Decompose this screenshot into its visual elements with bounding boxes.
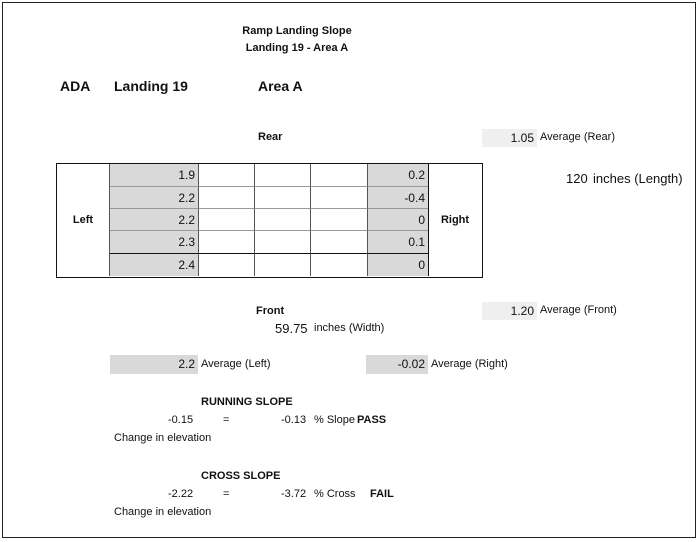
- cross-slope-change[interactable]: -2.22: [168, 488, 194, 500]
- grid-cell-blank[interactable]: [199, 209, 255, 231]
- running-slope-label: % Slope: [314, 414, 355, 426]
- rear-label: Rear: [258, 131, 283, 143]
- cross-slope-result: FAIL: [370, 488, 394, 500]
- running-slope-equals: =: [223, 414, 230, 426]
- front-average-value[interactable]: 1.20: [482, 302, 537, 320]
- landing-grid: [56, 163, 483, 278]
- left-average-label: Average (Left): [201, 358, 271, 370]
- ada-label: ADA: [60, 78, 91, 94]
- length-label: inches (Length): [593, 171, 683, 186]
- length-value[interactable]: 120: [566, 171, 588, 186]
- grid-cell-blank[interactable]: [255, 209, 311, 231]
- grid-cell-left-4[interactable]: 2.3: [110, 231, 199, 254]
- landing-label: Landing 19: [114, 78, 188, 94]
- right-side-label: Right: [428, 164, 481, 276]
- area-label: Area A: [258, 78, 303, 94]
- cross-slope-equals: =: [223, 488, 230, 500]
- grid-cell-left-1[interactable]: 1.9: [110, 164, 199, 187]
- running-slope-percent[interactable]: -0.13: [281, 414, 307, 426]
- cross-slope-heading: CROSS SLOPE: [201, 470, 281, 482]
- grid-cell-right-1[interactable]: 0.2: [368, 164, 428, 187]
- running-slope-caption: Change in elevation: [114, 432, 212, 444]
- width-value[interactable]: 59.75: [275, 321, 308, 336]
- cross-slope-caption: Change in elevation: [114, 506, 212, 518]
- grid-cell-left-5[interactable]: 2.4: [110, 254, 199, 276]
- grid-cell-blank[interactable]: [199, 187, 255, 209]
- front-label: Front: [256, 305, 285, 317]
- grid-cell-right-5[interactable]: 0: [368, 254, 428, 276]
- left-average-value[interactable]: 2.2: [110, 355, 198, 374]
- running-slope-result: PASS: [357, 414, 387, 426]
- grid-cell-blank[interactable]: [199, 164, 255, 187]
- grid-cell-blank[interactable]: [199, 254, 255, 276]
- width-label: inches (Width): [314, 322, 385, 334]
- grid-cell-blank[interactable]: [255, 231, 311, 254]
- running-slope-change[interactable]: -0.15: [168, 414, 194, 426]
- cross-slope-percent[interactable]: -3.72: [281, 488, 307, 500]
- grid-cell-left-3[interactable]: 2.2: [110, 209, 199, 231]
- grid-cell-blank[interactable]: [311, 187, 368, 209]
- grid-cell-blank[interactable]: [255, 187, 311, 209]
- grid-cell-blank[interactable]: [311, 254, 368, 276]
- grid-cell-blank[interactable]: [255, 254, 311, 276]
- report-title: Ramp Landing Slope: [242, 25, 352, 37]
- rear-average-value[interactable]: 1.05: [482, 129, 537, 147]
- grid-cell-blank[interactable]: [199, 231, 255, 254]
- grid-cell-right-3[interactable]: 0: [368, 209, 428, 231]
- grid-cell-blank[interactable]: [255, 164, 311, 187]
- front-average-label: Average (Front): [540, 304, 617, 316]
- right-average-label: Average (Right): [431, 358, 508, 370]
- grid-cell-blank[interactable]: [311, 209, 368, 231]
- grid-cell-right-2[interactable]: -0.4: [368, 187, 428, 209]
- left-side-label: Left: [57, 164, 110, 276]
- grid-cell-right-4[interactable]: 0.1: [368, 231, 428, 254]
- report-subtitle: Landing 19 - Area A: [245, 42, 349, 54]
- rear-average-label: Average (Rear): [540, 131, 615, 143]
- grid-cell-blank[interactable]: [311, 231, 368, 254]
- right-average-value[interactable]: -0.02: [366, 355, 428, 374]
- cross-slope-label: % Cross: [314, 488, 356, 500]
- grid-cell-blank[interactable]: [311, 164, 368, 187]
- running-slope-heading: RUNNING SLOPE: [201, 396, 293, 408]
- grid-cell-left-2[interactable]: 2.2: [110, 187, 199, 209]
